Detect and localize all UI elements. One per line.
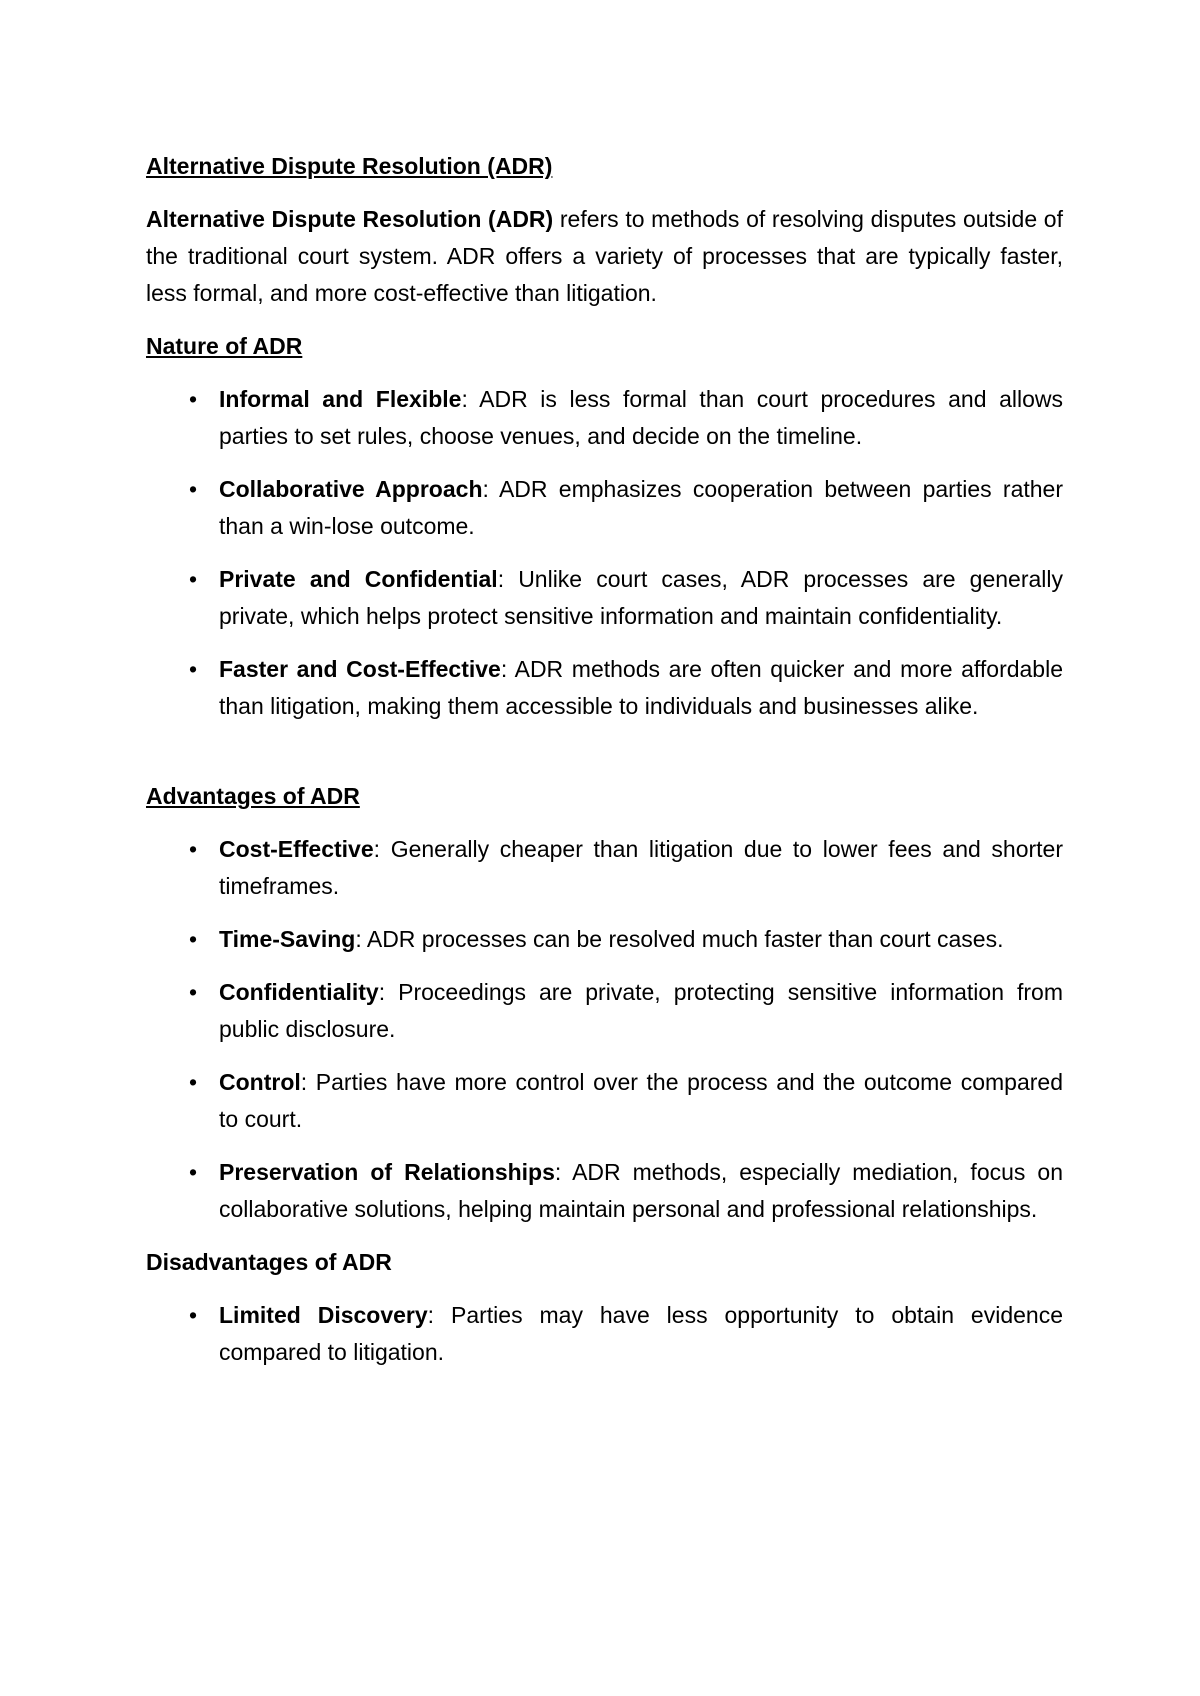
intro-text: refers to methods of resolving disputes outside of the traditional court system. ADR offers a variety of processes that are typically faster, less formal, and more cost-effective than litigation. [146, 206, 1063, 306]
item-separator: : [554, 1159, 573, 1185]
item-text: ADR processes can be resolved much faster than court cases. [366, 926, 1004, 952]
list-item [146, 381, 1063, 455]
advantages-heading: Advantages of ADR [146, 783, 360, 809]
bullet-icon: • [188, 476, 198, 502]
list-item [146, 921, 1063, 958]
item-text: Parties may have less opportunity to obtain evidence compared to litigation. [219, 1302, 1063, 1365]
item-separator: : [378, 979, 399, 1005]
list-item [146, 1297, 1063, 1371]
item-term: Time-Saving [219, 926, 356, 952]
bullet-icon: • [188, 566, 198, 592]
item-text: ADR methods are often quicker and more affordable than litigation, making them accessible to individuals and businesses alike. [219, 656, 1063, 719]
item-separator: : [300, 1069, 316, 1095]
bullet-icon: • [188, 1159, 198, 1185]
bullet-icon: • [188, 836, 198, 862]
item-text: Parties have more control over the process and the outcome compared to court. [219, 1069, 1063, 1132]
disadvantages-heading: Disadvantages of ADR [146, 1249, 392, 1275]
bullet-icon: • [188, 1069, 198, 1095]
item-term: Confidentiality [219, 979, 379, 1005]
advantages-list [146, 831, 1063, 1228]
nature-heading: Nature of ADR [146, 333, 303, 359]
bullet-icon: • [188, 386, 198, 412]
intro-paragraph [146, 201, 1063, 312]
disadvantages-list [146, 1297, 1063, 1371]
document-title: Alternative Dispute Resolution (ADR) [146, 153, 553, 179]
item-text: Unlike court cases, ADR processes are generally private, which helps protect sensitive information and maintain confidentiality. [219, 566, 1064, 629]
nature-list [146, 381, 1063, 725]
list-item [146, 831, 1063, 905]
item-separator: : [497, 566, 519, 592]
list-item [146, 561, 1063, 635]
document-page [146, 148, 1063, 1387]
bullet-icon: • [188, 926, 198, 952]
item-term: Control [219, 1069, 301, 1095]
list-item [146, 1064, 1063, 1138]
list-item [146, 651, 1063, 725]
item-term: Collaborative Approach [219, 476, 483, 502]
item-separator: : [500, 656, 515, 682]
bullet-icon: • [188, 1302, 198, 1328]
item-separator: : [355, 926, 367, 952]
item-text: Generally cheaper than litigation due to lower fees and shorter timeframes. [219, 836, 1064, 899]
item-text: ADR emphasizes cooperation between parties rather than a win-lose outcome. [219, 476, 1064, 539]
item-term: Preservation of Relationships [219, 1159, 555, 1185]
item-separator: : [482, 476, 499, 502]
intro-bold-term: Alternative Dispute Resolution (ADR) [146, 206, 554, 232]
item-separator: : [461, 386, 480, 412]
list-item [146, 1154, 1063, 1228]
item-term: Private and Confidential [219, 566, 498, 592]
item-term: Informal and Flexible [219, 386, 462, 412]
item-separator: : [427, 1302, 451, 1328]
item-term: Limited Discovery [219, 1302, 428, 1328]
item-text: ADR methods, especially mediation, focus on collaborative solutions, helping maintain personal and professional relationships. [219, 1159, 1064, 1222]
item-text: Proceedings are private, protecting sensitive information from public disclosure. [219, 979, 1063, 1042]
item-term: Faster and Cost-Effective [219, 656, 501, 682]
item-term: Cost-Effective [219, 836, 374, 862]
bullet-icon: • [188, 656, 198, 682]
list-item [146, 471, 1063, 545]
item-separator: : [373, 836, 391, 862]
list-item [146, 974, 1063, 1048]
item-text: ADR is less formal than court procedures and allows parties to set rules, choose venues, and decide on the timeline. [219, 386, 1063, 449]
bullet-icon: • [188, 979, 198, 1005]
